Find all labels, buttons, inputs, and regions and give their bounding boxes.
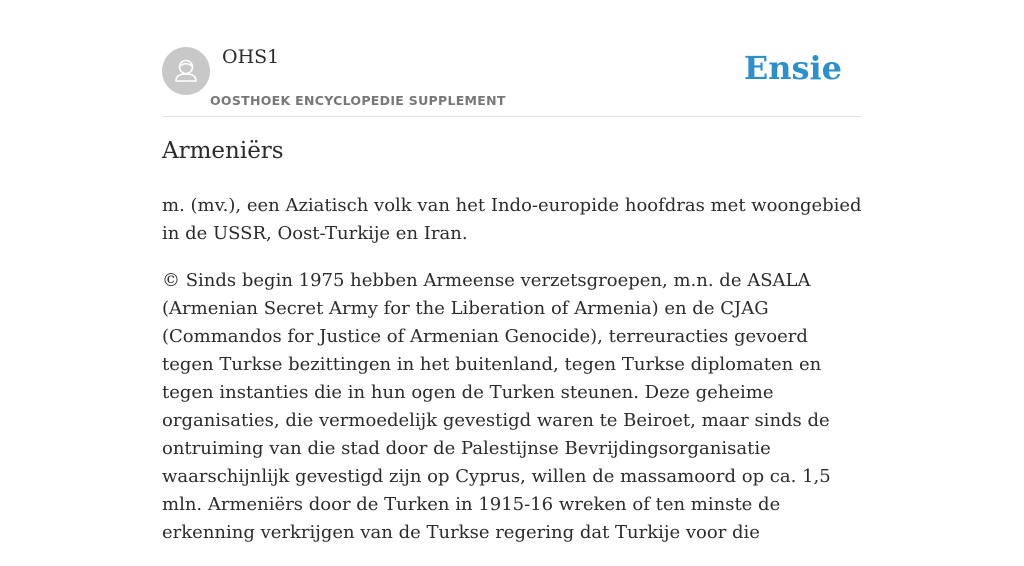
source-name[interactable]: OOSTHOEK ENCYCLOPEDIE SUPPLEMENT [210,93,506,108]
header [162,0,862,117]
article-paragraph: m. (mv.), een Aziatisch volk van het Indo-europide hoofdras met woongebied in de USSR, Oost-Turkije en Iran. [162,195,862,244]
avatar[interactable] [162,47,210,95]
author-name[interactable]: OHS1 [222,46,280,68]
page-title: Armeniërs [162,138,284,164]
article-body [162,192,862,566]
brand-logo[interactable]: Ensie [743,49,842,87]
user-icon [162,47,210,95]
article-paragraph: © Sinds begin 1975 hebben Armeense verzetsgroepen, m.n. de ASALA (Armenian Secret Army for the Liberation of Armenia) en de CJAG (Commandos for Justice of Armenian Genocide), terreuracties gevoerd tegen Turkse bezittingen in het buitenland, tegen Turkse diplomaten en tegen instanties die in hun ogen de Turken steunen. Deze geheime organisaties, die vermoedelijk gevestigd waren te Beiroet, maar sinds de ontruiming van die stad door de Palestijnse Bevrijdingsorganisatie waarschijnlijk gevestigd zijn op Cyprus, willen de massamoord op ca. 1,5 mln. Armeniërs door de Turken in 1915-16 wreken of ten minste de erkenning verkrijgen van de Turkse regering dat Turkije voor die [162,270,831,543]
